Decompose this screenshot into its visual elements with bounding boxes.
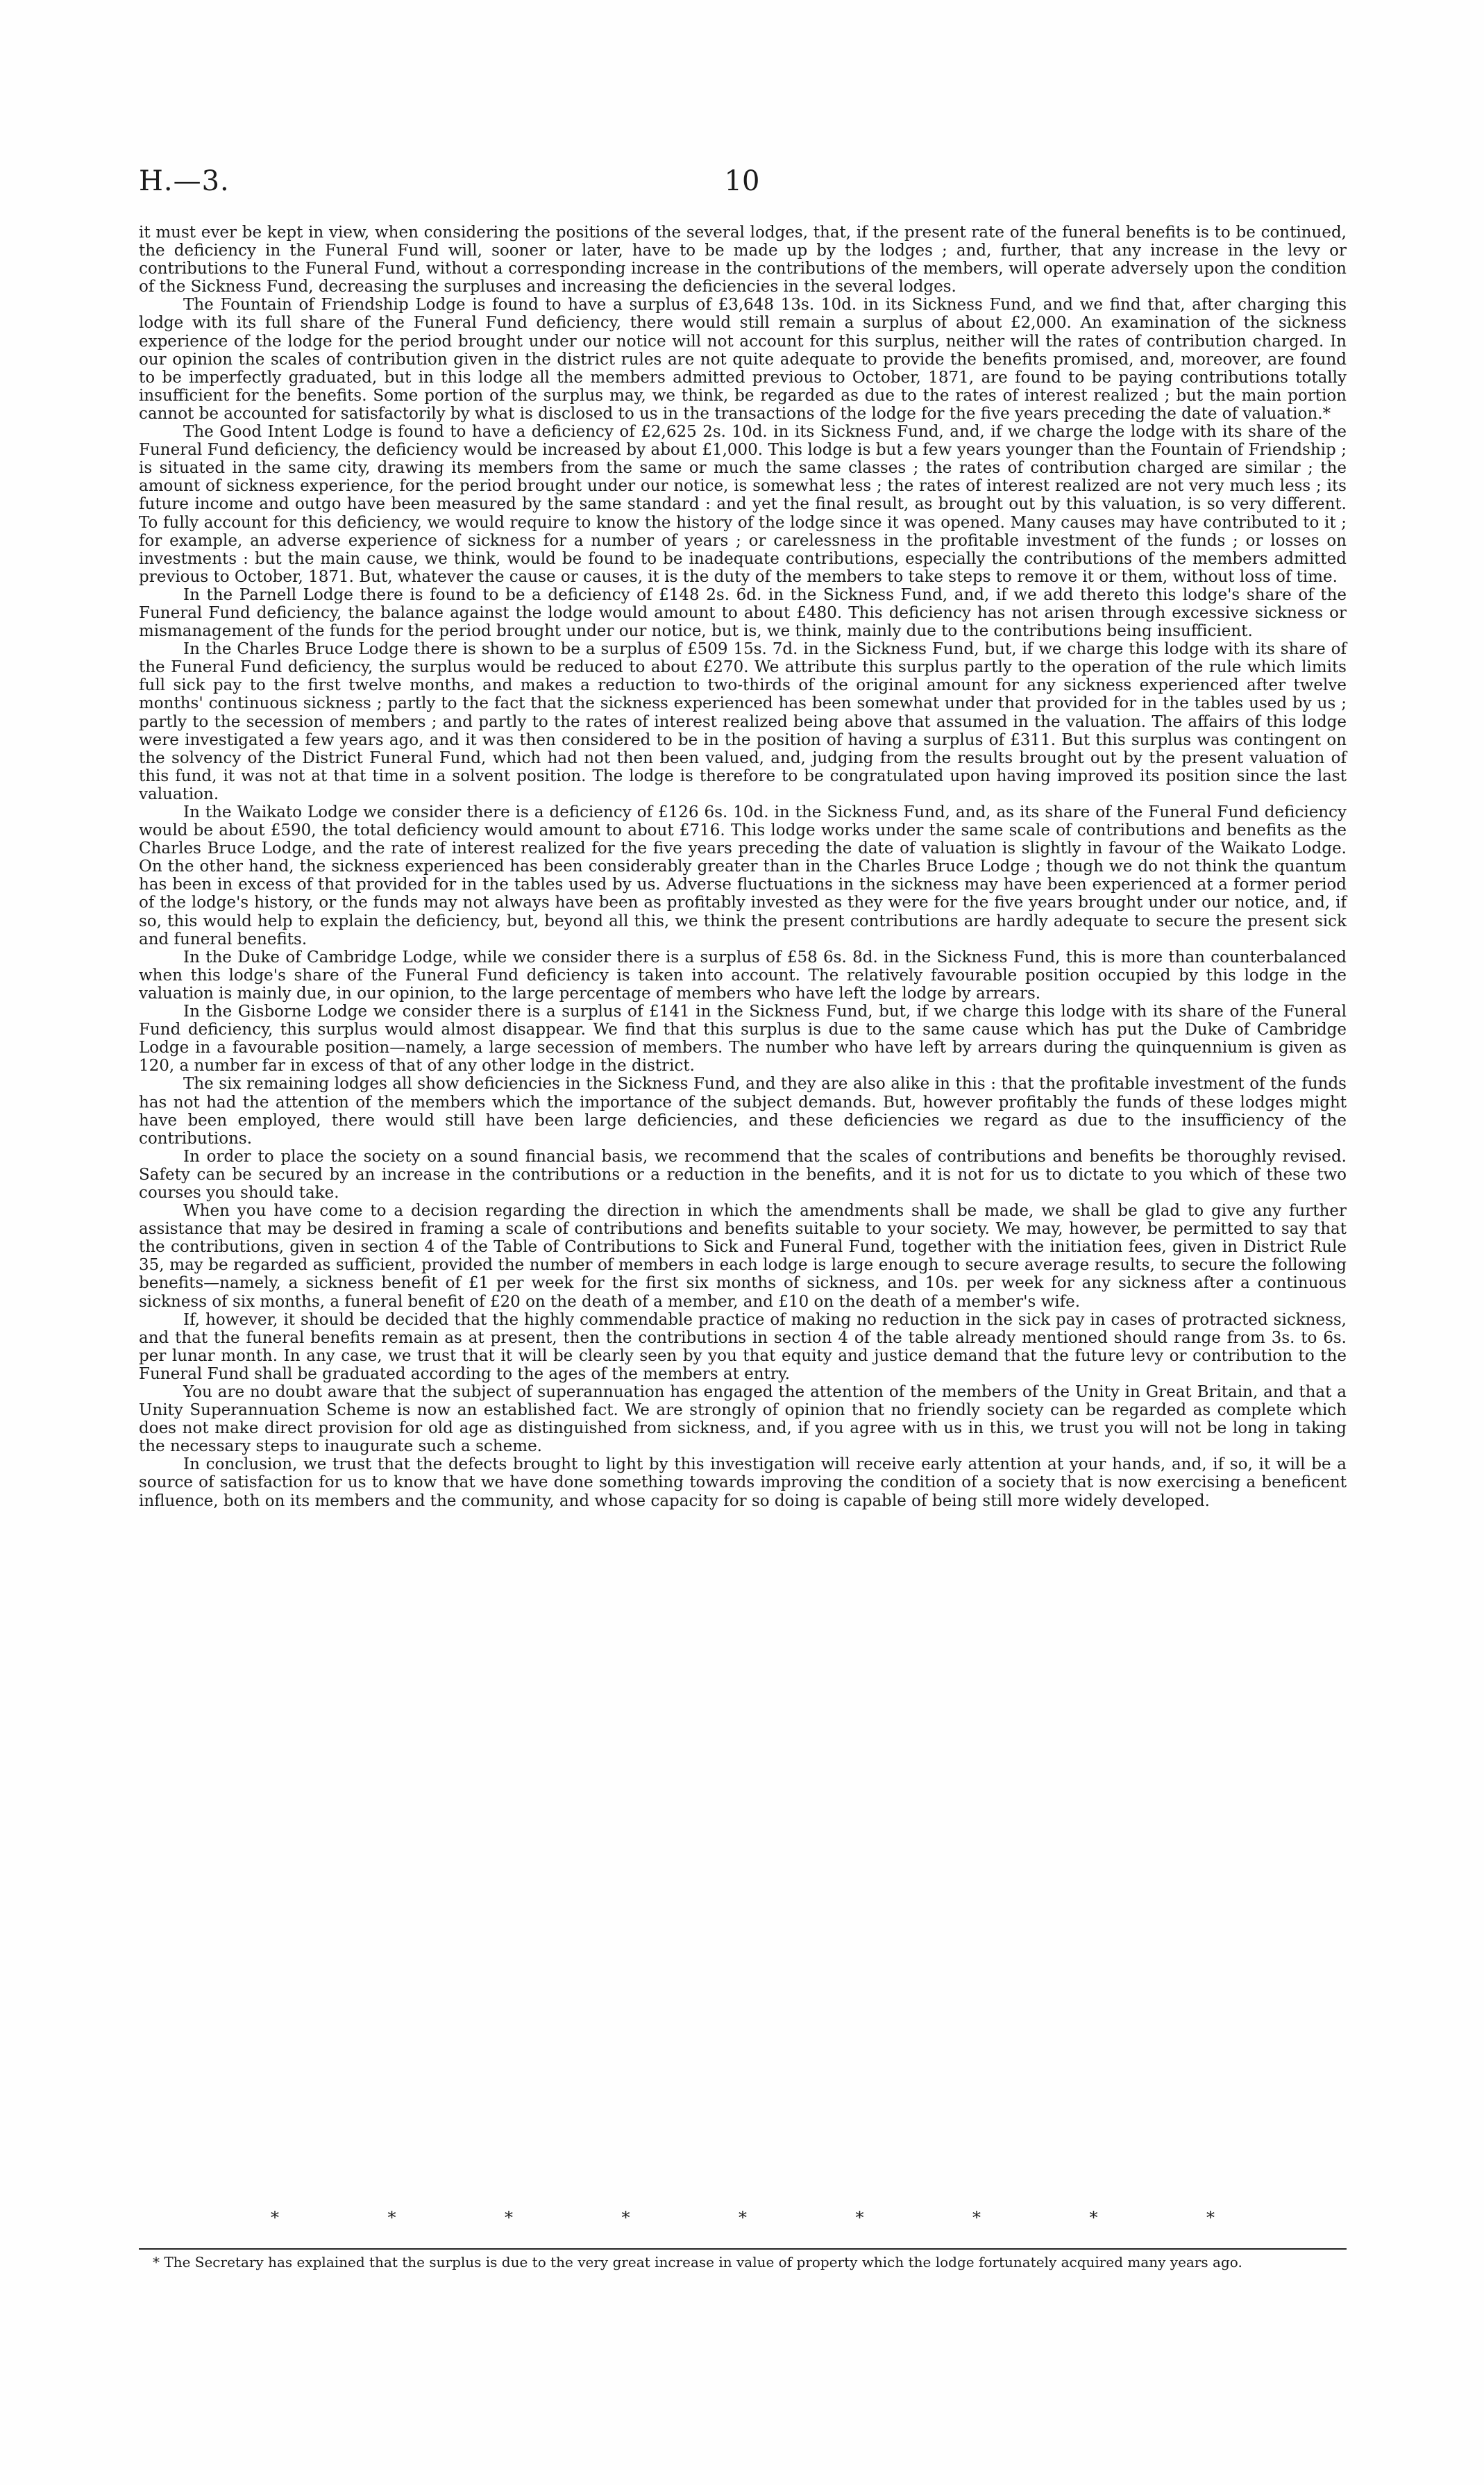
paragraph: it must ever be kept in view, when considering the positions of the several lodges, that, if the present rate of the funeral benefits is to be continued, the deficiency in the Funeral Fund will, sooner or later, have to be made up by the lodges ; and, further, that any increase in the levy or contributions to the Funeral Fund, without a corresponding increase in the contributions of the members, will operate adversely upon the condition of the Sickness Fund, decreasing the surpluses and increasing the deficiencies in the several lodges. <box>139 224 1347 296</box>
paragraph: In the Charles Bruce Lodge there is shown to be a surplus of £509 15s. 7d. in the Sickness Fund, but, if we charge this lodge with its share of the Funeral Fund deficiency, the surplus would be reduced to about £270. We attribute this surplus partly to the operation of the rule which limits full sick pay to the first twelve months, and makes a reduction to two-thirds of the original amount for any sickness experienced after twelve months' continuous sickness ; partly to the fact that the sickness experienced has been somewhat under that provided for in the tables used by us ; partly to the secession of members ; and partly to the rates of interest realized being above that assumed in the valuation. The affairs of this lodge were investigated a few years ago, and it was then considered to be in the position of having a surplus of £311. But this surplus was contingent on the solvency of the District Funeral Fund, which had not then been valued, and, judging from the results brought out by the present valuation of this fund, it was not at that time in a solvent position. The lodge is therefore to be congratulated upon having improved its position since the last valuation. <box>139 640 1347 803</box>
paragraph: In the Duke of Cambridge Lodge, while we consider there is a surplus of £58 6s. 8d. in the Sickness Fund, this is more than counterbalanced when this lodge's share of the Funeral Fund deficiency is taken into account. The relatively favourable position occupied by this lodge in the valuation is mainly due, in our opinion, to the large percentage of members who have left the lodge by arrears. <box>139 948 1347 1003</box>
ellipsis-stars <box>271 2208 1215 2227</box>
footnote: * The Secretary has explained that the surplus is due to the very great increase in value of property which the lodge fortunately acquired many years ago. <box>153 2254 1242 2270</box>
body-text <box>139 224 1347 1510</box>
paragraph: The six remaining lodges all show deficiencies in the Sickness Fund, and they are also alike in this : that the profitable investment of the funds has not had the attention of the members which the importance of the subject demands. But, however profitably the funds of these lodges might have been employed, there would still have been large deficiencies, and these deficiencies we regard as due to the insufficiency of the contributions. <box>139 1075 1347 1148</box>
star: * <box>972 2208 981 2227</box>
star: * <box>739 2208 747 2227</box>
star: * <box>271 2208 279 2227</box>
paragraph: In the Waikato Lodge we consider there is a deficiency of £126 6s. 10d. in the Sickness Fund, and, as its share of the Funeral Fund deficiency would be about £590, the total deficiency would amount to about £716. This lodge works under the same scale of contributions and benefits as the Charles Bruce Lodge, and the rate of interest realized for the five years preceding the date of valuation is slightly in favour of the Waikato Lodge. On the other hand, the sickness experienced has been considerably greater than in the Charles Bruce Lodge ; though we do not think the quantum has been in excess of that provided for in the tables used by us. Adverse fluctuations in the sickness may have been experienced at a former period of the lodge's history, or the funds may not always have been as profitably invested as they were for the five years brought under our notice, and, if so, this would help to explain the deficiency, but, beyond all this, we think the present contributions are hardly adequate to secure the present sick and funeral benefits. <box>139 803 1347 948</box>
paragraph: When you have come to a decision regarding the direction in which the amendments shall be made, we shall be glad to give any further assistance that may be desired in framing a scale of contributions and benefits suitable to your society. We may, however, be permitted to say that the contributions, given in section 4 of the Table of Contributions to Sick and Funeral Fund, together with the initiation fees, given in District Rule 35, may be regarded as sufficient, provided the number of members in each lodge is large enough to secure average results, to secure the following benefits—namely, a sickness benefit of £1 per week for the first six months of sickness, and 10s. per week for any sickness after a continuous sickness of six months, a funeral benefit of £20 on the death of a member, and £10 on the death of a member's wife. <box>139 1202 1347 1311</box>
paragraph: The Fountain of Friendship Lodge is found to have a surplus of £3,648 13s. 10d. in its Sickness Fund, and we find that, after charging this lodge with its full share of the Funeral Fund deficiency, there would still remain a surplus of about £2,000. An examination of the sickness experience of the lodge for the period brought under our notice will not account for this surplus, neither will the rates of contribution charged. In our opinion the scales of contribution given in the district rules are not quite adequate to provide the benefits promised, and, moreover, are found to be imperfectly graduated, but in this lodge all the members admitted previous to October, 1871, are found to be paying contributions totally insufficient for the benefits. Some portion of the surplus may, we think, be regarded as due to the rates of interest realized ; but the main portion cannot be accounted for satisfactorily by what is disclosed to us in the transactions of the lodge for the five years preceding the date of valuation.* <box>139 296 1347 423</box>
paragraph: If, however, it should be decided that the highly commendable practice of making no reduction in the sick pay in cases of protracted sickness, and that the funeral benefits remain as at present, then the contributions in section 4 of the table already mentioned should range from 3s. to 6s. per lunar month. In any case, we trust that it will be clearly seen by you that equity and justice demand that the future levy or contribution to the Funeral Fund shall be graduated according to the ages of the members at entry. <box>139 1310 1347 1383</box>
paragraph: In conclusion, we trust that the defects brought to light by this investigation will receive early attention at your hands, and, if so, it will be a source of satisfaction for us to know that we have done something towards improving the condition of a society that is now exercising a beneficent influence, both on its members and the community, and whose capacity for so doing is capable of being still more widely developed. <box>139 1455 1347 1510</box>
report-code: H.—3. <box>139 165 230 197</box>
star: * <box>505 2208 513 2227</box>
paragraph: In the Parnell Lodge there is found to be a deficiency of £148 2s. 6d. in the Sickness Fund, and, if we add thereto this lodge's share of the Funeral Fund deficiency, the balance against the lodge would amount to about £480. This deficiency has not arisen through excessive sickness or mismanagement of the funds for the period brought under our notice, but is, we think, mainly due to the contributions being insufficient. <box>139 585 1347 641</box>
page-number: 10 <box>724 165 760 197</box>
star: * <box>1206 2208 1215 2227</box>
paragraph: You are no doubt aware that the subject of superannuation has engaged the attention of the members of the Unity in Great Britain, and that a Unity Superannuation Scheme is now an established fact. We are strongly of opinion that no friendly society can be regarded as complete which does not make direct provision for old age as distinguished from sickness, and, if you agree with us in this, we trust you will not be long in taking the necessary steps to inaugurate such a scheme. <box>139 1383 1347 1456</box>
paragraph: The Good Intent Lodge is found to have a deficiency of £2,625 2s. 10d. in its Sickness Fund, and, if we charge the lodge with its share of the Funeral Fund deficiency, the deficiency would be increased by about £1,000. This lodge is but a few years younger than the Fountain of Friendship ; is situated in the same city, drawing its members from the same or much the same classes ; the rates of contribution charged are similar ; the amount of sickness experience, for the period brought under our notice, is somewhat less ; the rates of interest realized are not very much less ; its future income and outgo have been measured by the same standard : and yet the final result, as brought out by this valuation, is so very different. To fully account for this deficiency, we would require to know the history of the lodge since it was opened. Many causes may have contributed to it ; for example, an adverse experience of sickness for a number of years ; or carelessness in the profitable investment of the funds ; or losses on investments : but the main cause, we think, would be found to be inadequate contributions, especially the contributions of the members admitted previous to October, 1871. But, whatever the cause or causes, it is the duty of the members to take steps to remove it or them, without loss of time. <box>139 423 1347 586</box>
star: * <box>621 2208 630 2227</box>
page-header <box>139 165 1345 207</box>
star: * <box>855 2208 864 2227</box>
star: * <box>1089 2208 1098 2227</box>
paragraph: In the Gisborne Lodge we consider there is a surplus of £141 in the Sickness Fund, but, if we charge this lodge with its share of the Funeral Fund deficiency, this surplus would almost disappear. We find that this surplus is due to the same cause which has put the Duke of Cambridge Lodge in a favourable position—namely, a large secession of members. The number who have left by arrears during the quinquennium is given as 120, a number far in excess of that of any other lodge in the district. <box>139 1003 1347 1076</box>
footnote-divider <box>139 2248 1347 2250</box>
star: * <box>387 2208 396 2227</box>
paragraph: In order to place the society on a sound financial basis, we recommend that the scales of contributions and benefits be thoroughly revised. Safety can be secured by an increase in the contributions or a reduction in the benefits, and it is not for us to dictate to you which of these two courses you should take. <box>139 1147 1347 1202</box>
